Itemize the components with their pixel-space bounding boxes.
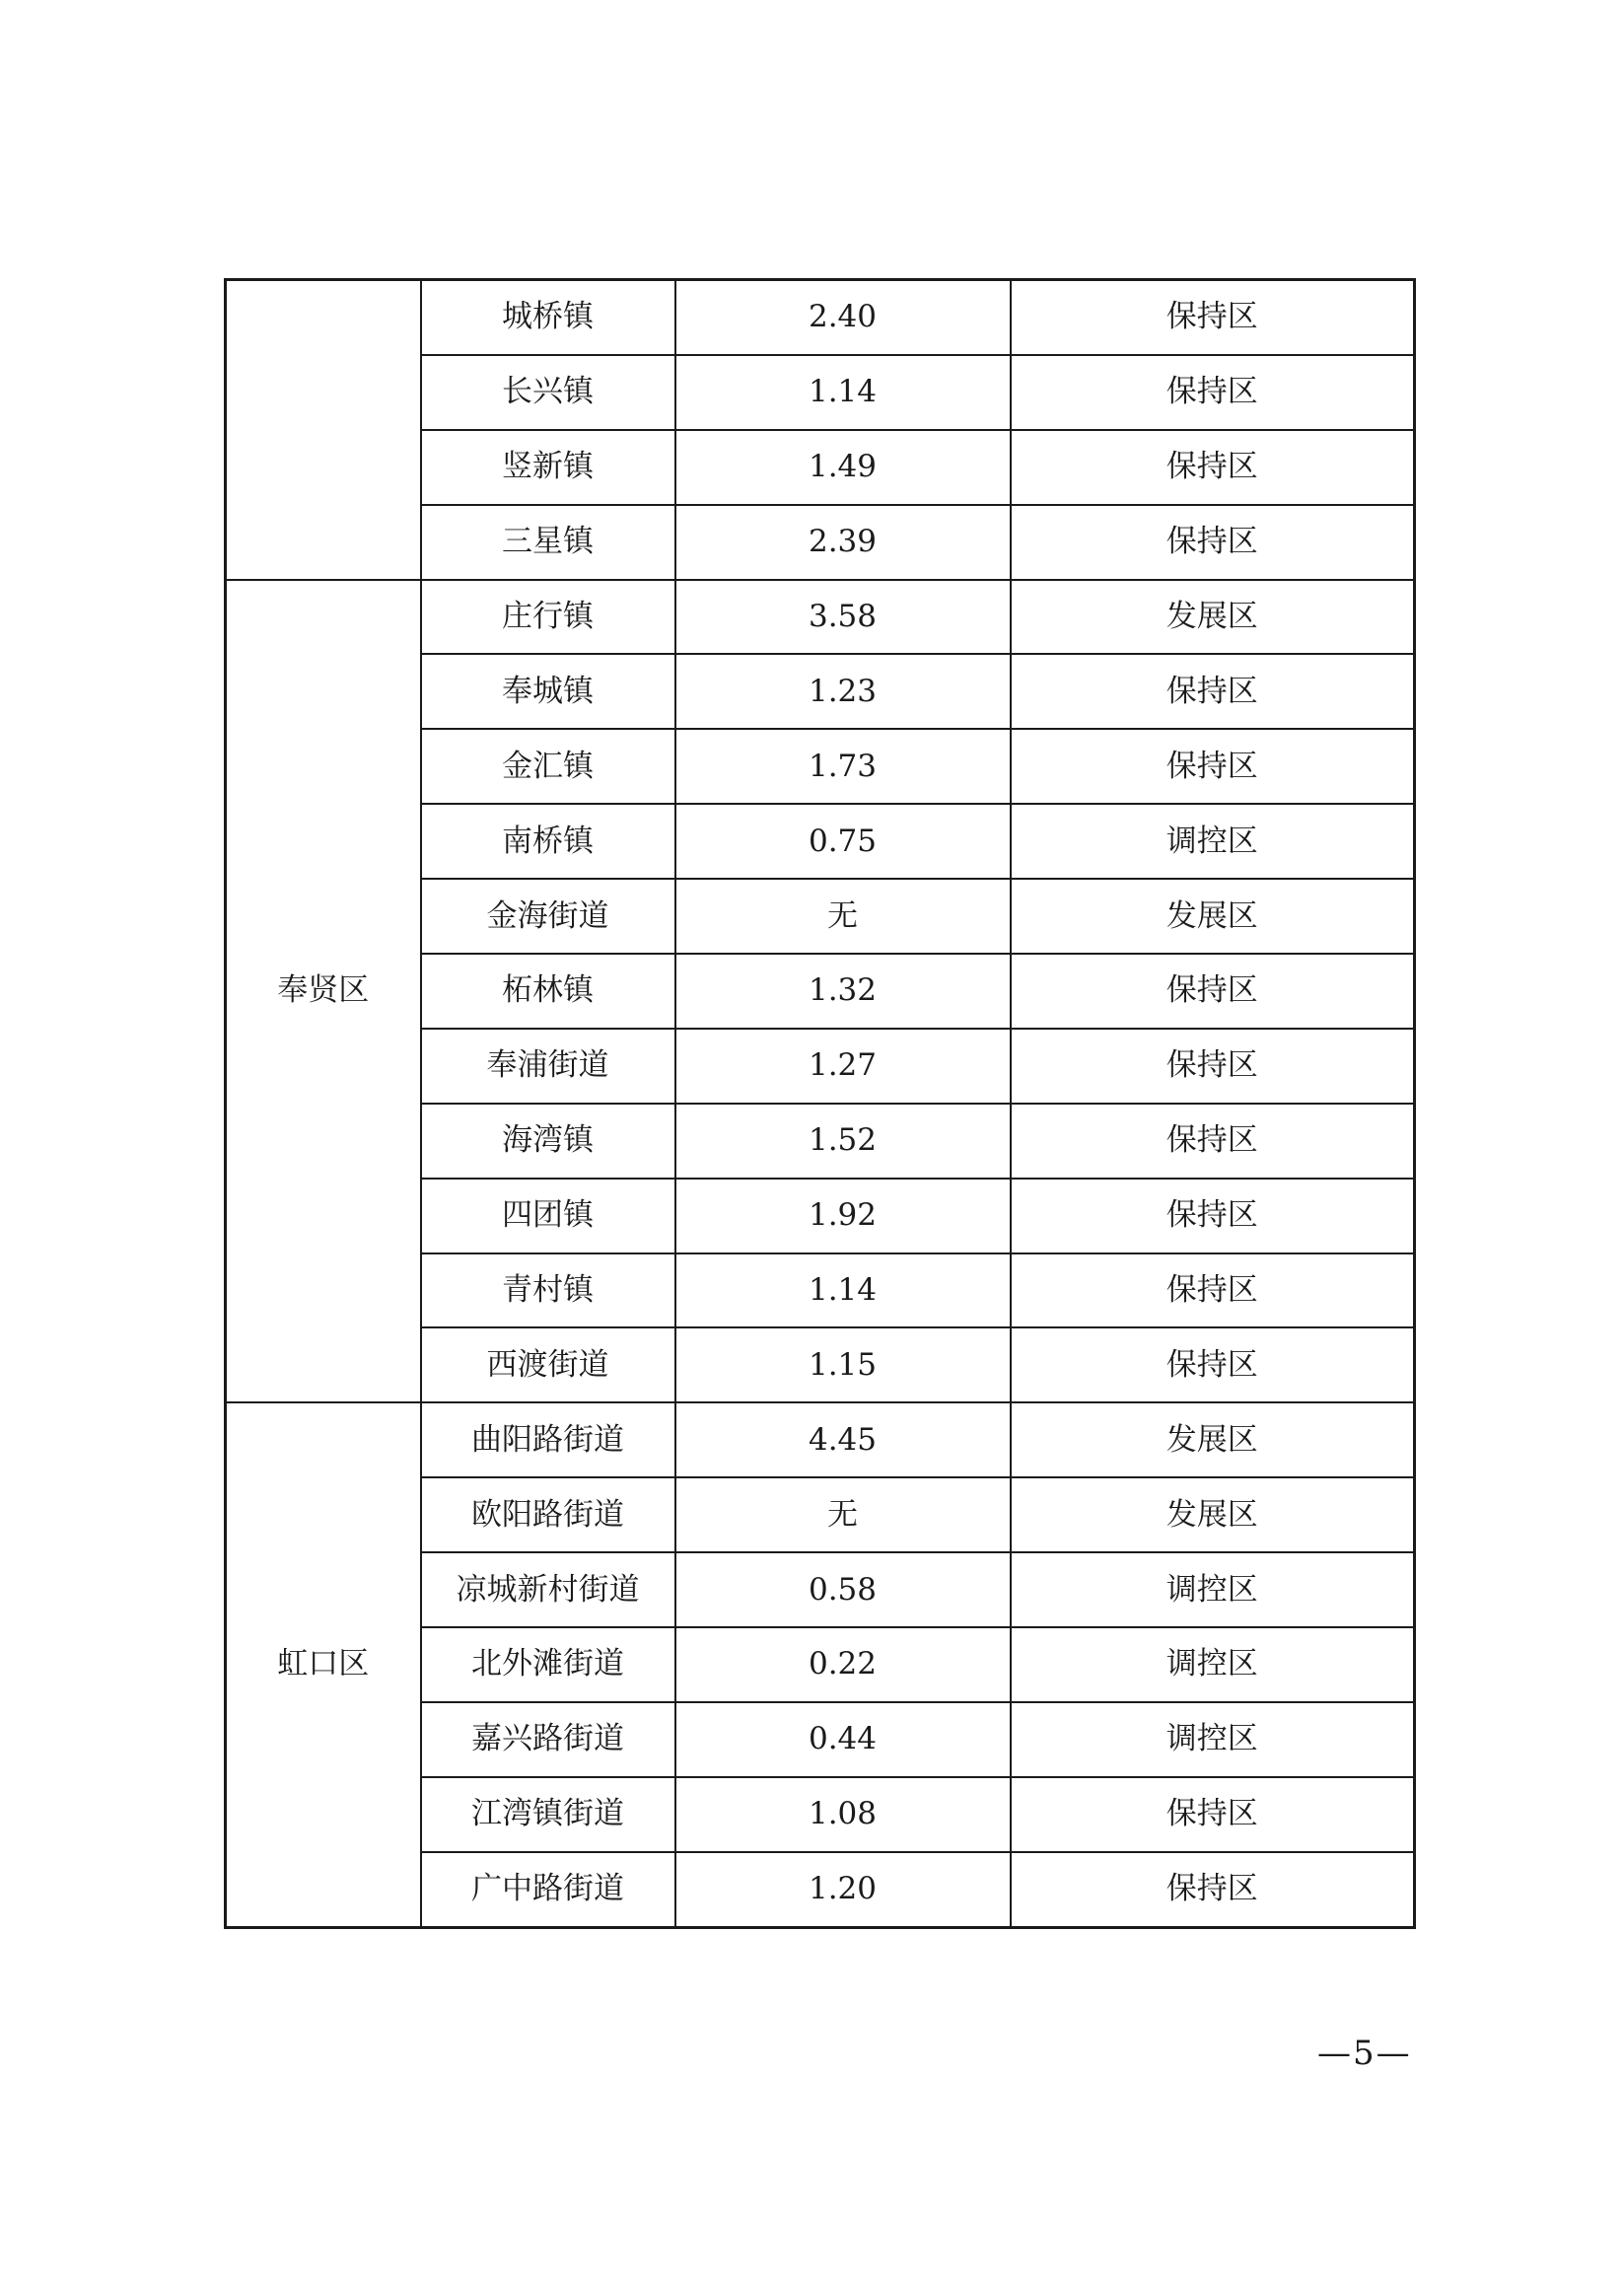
value-cell: 1.49 [675,430,1011,505]
town-cell: 城桥镇 [421,280,675,355]
zone-cell: 保持区 [1011,505,1415,580]
value-cell: 1.23 [675,654,1011,729]
zone-cell: 保持区 [1011,1253,1415,1328]
table-row [226,1402,1415,1477]
zone-cell: 保持区 [1011,1852,1415,1927]
zone-cell: 保持区 [1011,1777,1415,1852]
value-cell: 0.75 [675,804,1011,879]
value-cell: 无 [675,1477,1011,1552]
town-cell: 庄行镇 [421,580,675,655]
town-cell: 海湾镇 [421,1104,675,1179]
value-cell: 0.58 [675,1552,1011,1627]
district-table [224,278,1416,1929]
district-cell: 奉贤区 [226,580,421,1403]
district-cell: 虹口区 [226,1402,421,1927]
town-cell: 嘉兴路街道 [421,1702,675,1777]
town-cell: 江湾镇街道 [421,1777,675,1852]
zone-cell: 调控区 [1011,804,1415,879]
town-cell: 奉城镇 [421,654,675,729]
zone-cell: 保持区 [1011,280,1415,355]
town-cell: 三星镇 [421,505,675,580]
town-cell: 南桥镇 [421,804,675,879]
page-number: —5— [1317,2034,1412,2073]
town-cell: 青村镇 [421,1253,675,1328]
value-cell: 1.27 [675,1029,1011,1104]
value-cell: 1.20 [675,1852,1011,1927]
zone-cell: 保持区 [1011,1179,1415,1253]
town-cell: 广中路街道 [421,1852,675,1927]
value-cell: 1.32 [675,954,1011,1029]
town-cell: 四团镇 [421,1179,675,1253]
zone-cell: 保持区 [1011,729,1415,804]
zone-cell: 调控区 [1011,1627,1415,1702]
value-cell: 0.44 [675,1702,1011,1777]
value-cell: 1.14 [675,1253,1011,1328]
town-cell: 竖新镇 [421,430,675,505]
zone-cell: 发展区 [1011,580,1415,655]
zone-cell: 调控区 [1011,1702,1415,1777]
zone-cell: 保持区 [1011,355,1415,430]
zone-cell: 保持区 [1011,654,1415,729]
zone-cell: 保持区 [1011,430,1415,505]
zone-cell: 保持区 [1011,1327,1415,1402]
table-row [226,280,1415,355]
town-cell: 曲阳路街道 [421,1402,675,1477]
zone-cell: 保持区 [1011,954,1415,1029]
value-cell: 2.39 [675,505,1011,580]
value-cell: 1.15 [675,1327,1011,1402]
zone-cell: 调控区 [1011,1552,1415,1627]
table-body [226,280,1415,1928]
zone-cell: 保持区 [1011,1104,1415,1179]
town-cell: 奉浦街道 [421,1029,675,1104]
town-cell: 北外滩街道 [421,1627,675,1702]
town-cell: 欧阳路街道 [421,1477,675,1552]
table-row [226,580,1415,655]
value-cell: 无 [675,879,1011,954]
district-cell [226,280,421,580]
town-cell: 长兴镇 [421,355,675,430]
value-cell: 0.22 [675,1627,1011,1702]
value-cell: 1.52 [675,1104,1011,1179]
town-cell: 凉城新村街道 [421,1552,675,1627]
value-cell: 1.08 [675,1777,1011,1852]
value-cell: 1.92 [675,1179,1011,1253]
zone-cell: 发展区 [1011,1402,1415,1477]
value-cell: 1.14 [675,355,1011,430]
zone-cell: 发展区 [1011,879,1415,954]
town-cell: 金海街道 [421,879,675,954]
town-cell: 金汇镇 [421,729,675,804]
value-cell: 4.45 [675,1402,1011,1477]
town-cell: 西渡街道 [421,1327,675,1402]
town-cell: 柘林镇 [421,954,675,1029]
zone-cell: 保持区 [1011,1029,1415,1104]
zone-cell: 发展区 [1011,1477,1415,1552]
value-cell: 2.40 [675,280,1011,355]
value-cell: 3.58 [675,580,1011,655]
value-cell: 1.73 [675,729,1011,804]
